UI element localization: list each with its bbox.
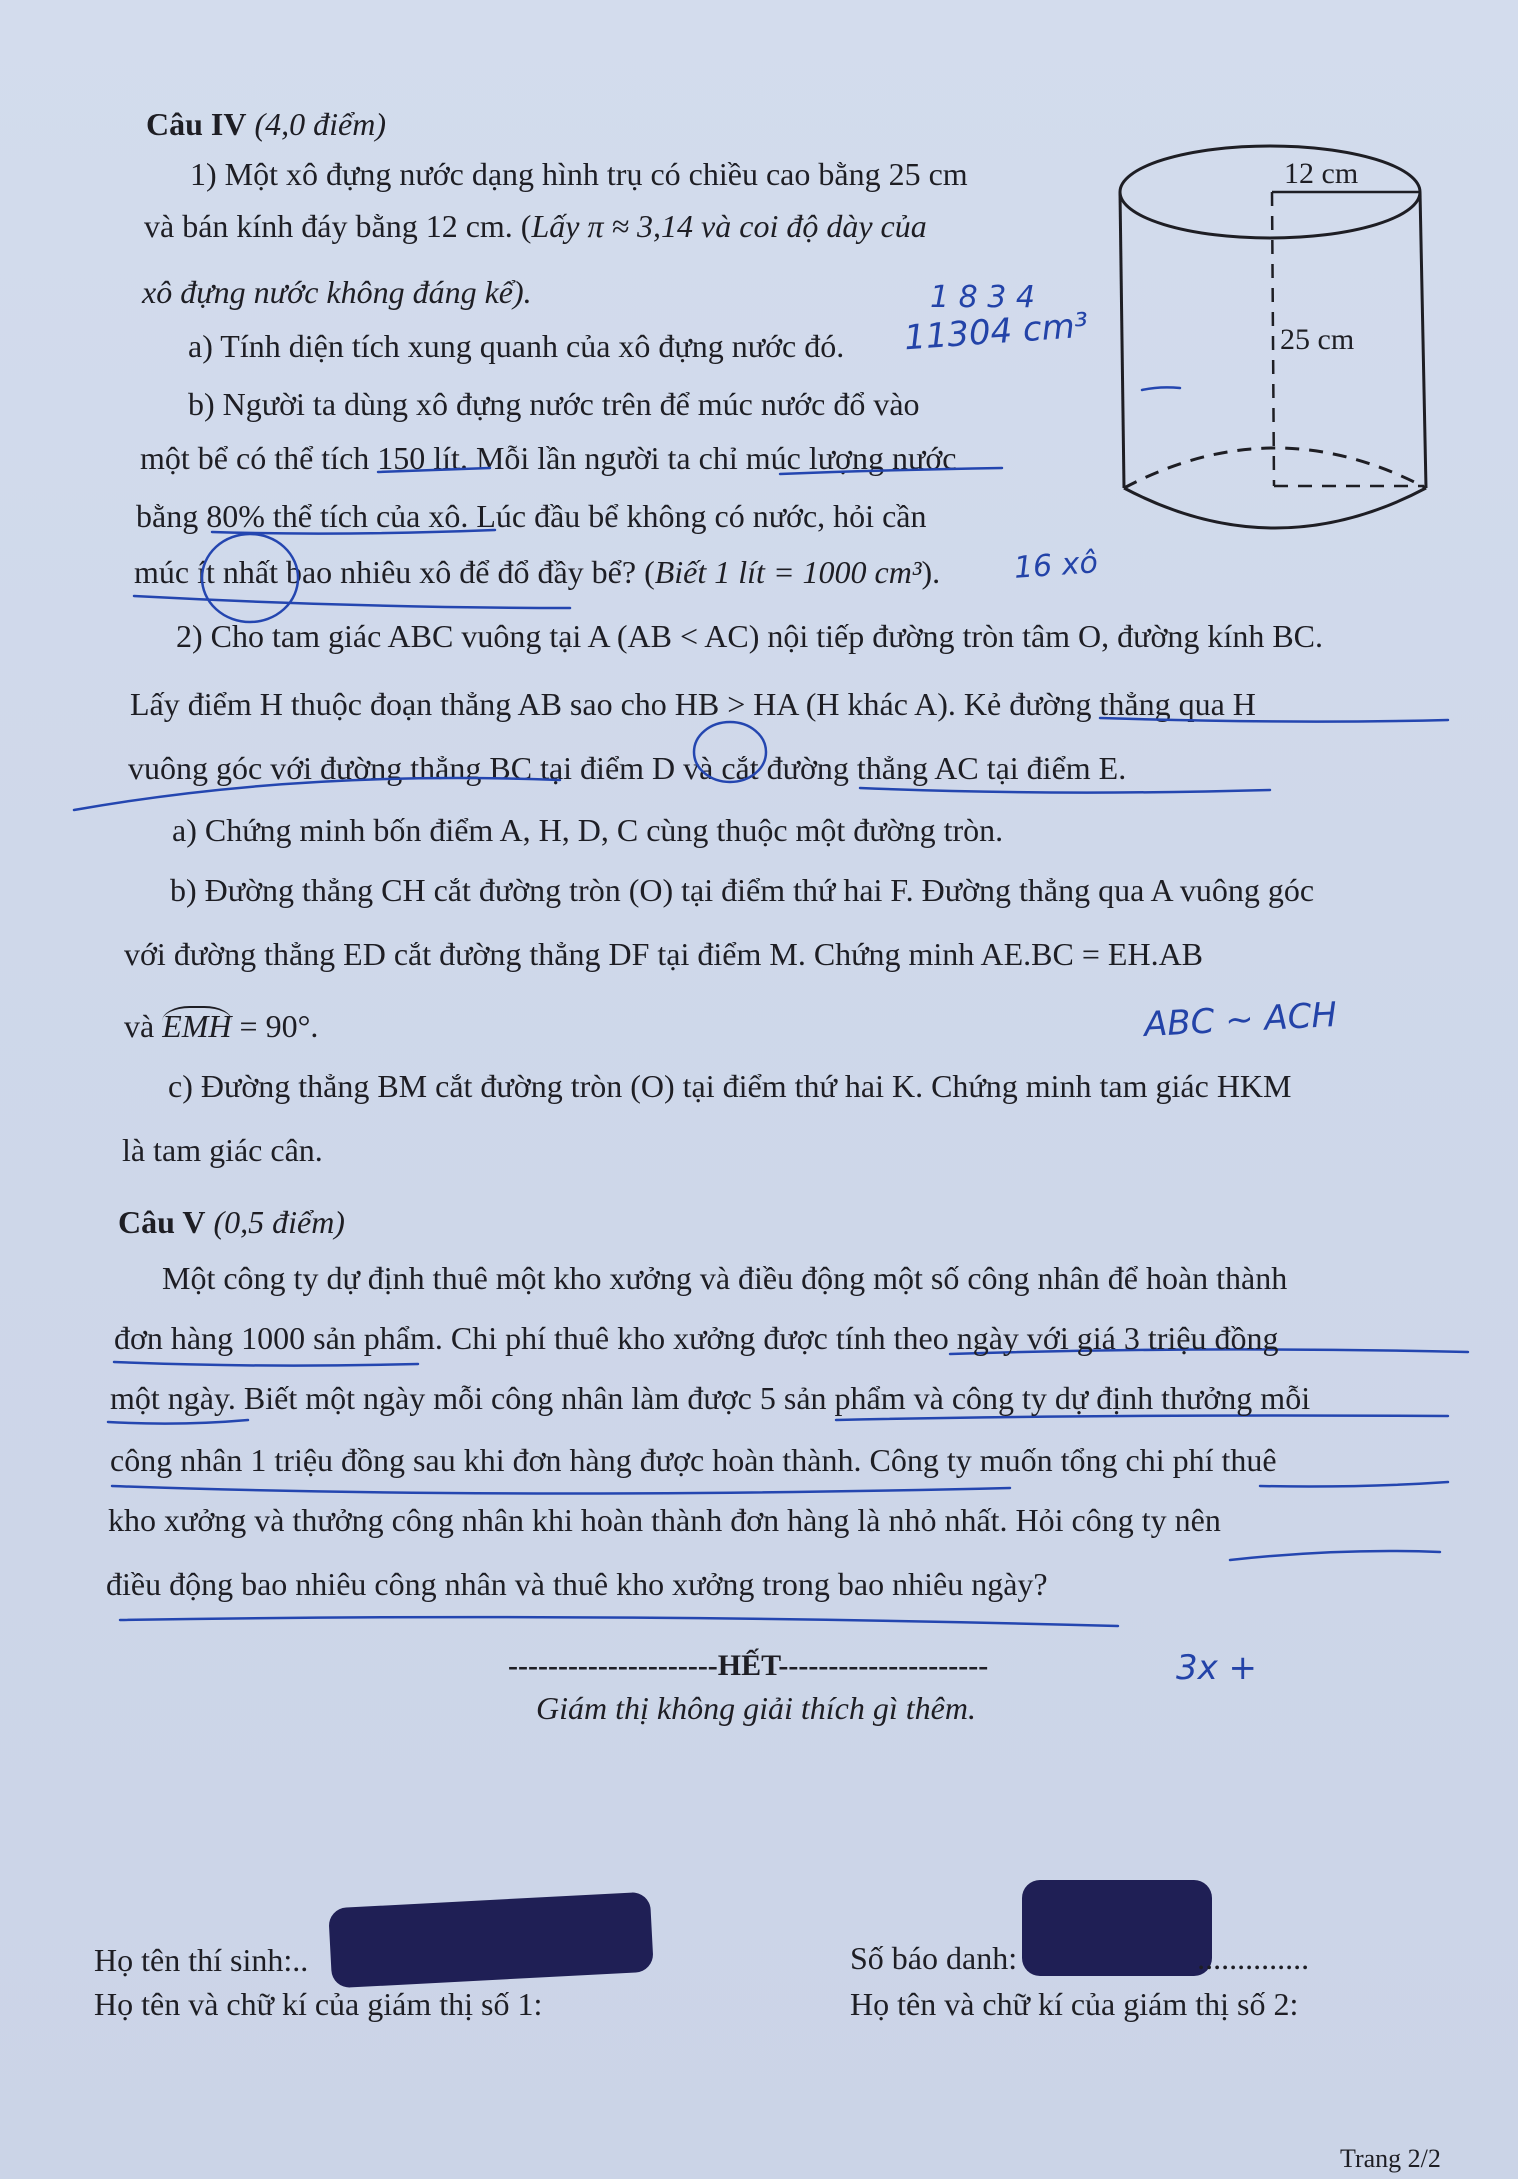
q4-p2-b-line1: b) Đường thẳng CH cắt đường tròn (O) tại điểm thứ hai F. Đường thẳng qua A vuông góc bbox=[170, 872, 1315, 908]
angle-emh: EMH bbox=[162, 1008, 232, 1044]
handwritten-note-area: 11304 cm³ bbox=[902, 305, 1090, 359]
q4-b-line4a: múc ít nhất bao nhiêu xô để đổ đầy bể? ( bbox=[134, 554, 655, 590]
handwritten-note-3x: 3x + bbox=[1176, 1648, 1258, 1688]
q4-heading bbox=[146, 104, 386, 144]
q4-p2-a: a) Chứng minh bốn điểm A, H, D, C cùng thuộc một đường tròn. bbox=[172, 812, 1004, 848]
figure-radius-label: 12 cm bbox=[1284, 157, 1359, 190]
candidate-number-label: Số báo danh: .............. bbox=[850, 1940, 1310, 1976]
cylinder-top-ellipse bbox=[1120, 146, 1420, 238]
redacted-name bbox=[328, 1892, 654, 1989]
q4-p1-line2b: Lấy π ≈ 3,14 và coi độ dày của bbox=[531, 208, 927, 244]
q4-b-line1: b) Người ta dùng xô đựng nước trên để múc nước đổ vào bbox=[188, 386, 920, 422]
pen-underline-q5-l3 bbox=[108, 1420, 248, 1424]
q4-title: Câu IV bbox=[146, 106, 247, 142]
q5-line1: Một công ty dự định thuê một kho xưởng và điều động một số công nhân để hoàn thành bbox=[162, 1260, 1288, 1296]
q4-b-line4 bbox=[134, 552, 940, 592]
pen-underline-q5-l4 bbox=[112, 1486, 1010, 1494]
q4-p2-b-line3a: và bbox=[124, 1008, 163, 1044]
pen-underline-q5-l4b bbox=[1260, 1482, 1448, 1487]
end-note: Giám thị không giải thích gì thêm. bbox=[536, 1690, 976, 1726]
cylinder-bottom-front bbox=[1124, 488, 1426, 528]
invigilator-1-label: Họ tên và chữ kí của giám thị số 1: bbox=[94, 1986, 543, 2022]
pen-underline-cat-ac bbox=[860, 788, 1270, 793]
pen-tick-mark bbox=[1142, 387, 1180, 390]
candidate-number-label-text: Số báo danh: bbox=[850, 1940, 1018, 1976]
handwritten-note-16xo: 16 xô bbox=[1012, 545, 1099, 586]
candidate-name-label-text: Họ tên thí sinh: bbox=[94, 1942, 293, 1978]
pen-underline-q5-l6 bbox=[120, 1617, 1118, 1626]
q4-points: (4,0 điểm) bbox=[254, 106, 386, 142]
q4-p2-b-line2: với đường thẳng ED cắt đường thẳng DF tại điểm M. Chứng minh AE.BC = EH.AB bbox=[124, 936, 1204, 972]
q5-line6: điều động bao nhiêu công nhân và thuê kho xưởng trong bao nhiêu ngày? bbox=[106, 1566, 1048, 1602]
q4-p2-line2: Lấy điểm H thuộc đoạn thẳng AB sao cho HB > HA (H khác A). Kẻ đường thẳng qua H bbox=[130, 686, 1256, 722]
candidate-name-label: Họ tên thí sinh:.. bbox=[94, 1942, 309, 1978]
cylinder-right-edge bbox=[1420, 192, 1426, 488]
q4-b-line3: bằng 80% thể tích của xô. Lúc đầu bể không có nước, hỏi cần bbox=[136, 498, 927, 534]
q4-p2-c-line2: là tam giác cân. bbox=[122, 1132, 323, 1168]
q4-p1-line2a: và bán kính đáy bằng 12 cm. ( bbox=[144, 208, 532, 244]
cylinder-bottom-back bbox=[1124, 448, 1426, 488]
q4-p2-b-line3c: = 90°. bbox=[231, 1008, 319, 1044]
q4-p2-c-line1: c) Đường thẳng BM cắt đường tròn (O) tại điểm thứ hai K. Chứng minh tam giác HKM bbox=[168, 1068, 1292, 1104]
q5-line5: kho xưởng và thưởng công nhân khi hoàn thành đơn hàng là nhỏ nhất. Hỏi công ty nên bbox=[108, 1502, 1221, 1538]
q5-points: (0,5 điểm) bbox=[213, 1204, 345, 1240]
page-number: Trang 2/2 bbox=[1340, 2144, 1441, 2173]
q4-p1-line3: xô đựng nước không đáng kể). bbox=[142, 274, 532, 310]
handwritten-note-1834: 1 8 3 4 bbox=[930, 280, 1035, 315]
q4-a: a) Tính diện tích xung quanh của xô đựng nước đó. bbox=[188, 328, 845, 364]
figure-height-label: 25 cm bbox=[1280, 323, 1355, 356]
pen-underline-q5-l2 bbox=[114, 1362, 418, 1366]
q5-line4: công nhân 1 triệu đồng sau khi đơn hàng được hoàn thành. Công ty muốn tổng chi phí thuê bbox=[110, 1442, 1277, 1478]
q5-heading bbox=[118, 1202, 345, 1242]
q4-b-line2: một bể có thể tích 150 lít. Mỗi lần người ta chỉ múc lượng nước bbox=[140, 440, 957, 476]
q4-p2-line1: 2) Cho tam giác ABC vuông tại A (AB < AC) nội tiếp đường tròn tâm O, đường kính BC. bbox=[176, 618, 1323, 654]
pen-underline-muc-it-nhat bbox=[134, 596, 570, 608]
q5-line2: đơn hàng 1000 sản phẩm. Chi phí thuê kho xưởng được tính theo ngày với giá 3 triệu đồng bbox=[114, 1320, 1279, 1356]
q4-p1-line2 bbox=[144, 206, 927, 246]
cylinder-height-line bbox=[1272, 192, 1274, 486]
q5-title: Câu V bbox=[118, 1204, 206, 1240]
q4-p1-line1: 1) Một xô đựng nước dạng hình trụ có chiều cao bằng 25 cm bbox=[190, 156, 968, 192]
end-marker: ---------------------HẾT--------------------- bbox=[508, 1649, 989, 1682]
handwritten-note-similar: ABC ∼ ACH bbox=[1143, 994, 1338, 1046]
q4-p2-b-line3 bbox=[124, 1006, 318, 1046]
invigilator-2-label: Họ tên và chữ kí của giám thị số 2: bbox=[850, 1986, 1299, 2022]
q4-b-line4b: Biết 1 lít = 1000 cm³ bbox=[654, 554, 922, 590]
cylinder-left-edge bbox=[1120, 192, 1124, 488]
q5-line3: một ngày. Biết một ngày mỗi công nhân làm được 5 sản phẩm và công ty dự định thưởng mỗi bbox=[110, 1380, 1311, 1416]
q4-p2-line3: vuông góc với đường thẳng BC tại điểm D và cắt đường thẳng AC tại điểm E. bbox=[128, 750, 1127, 786]
q4-b-line4c: ). bbox=[921, 554, 941, 590]
pen-underline-q5-l5 bbox=[1230, 1551, 1440, 1560]
